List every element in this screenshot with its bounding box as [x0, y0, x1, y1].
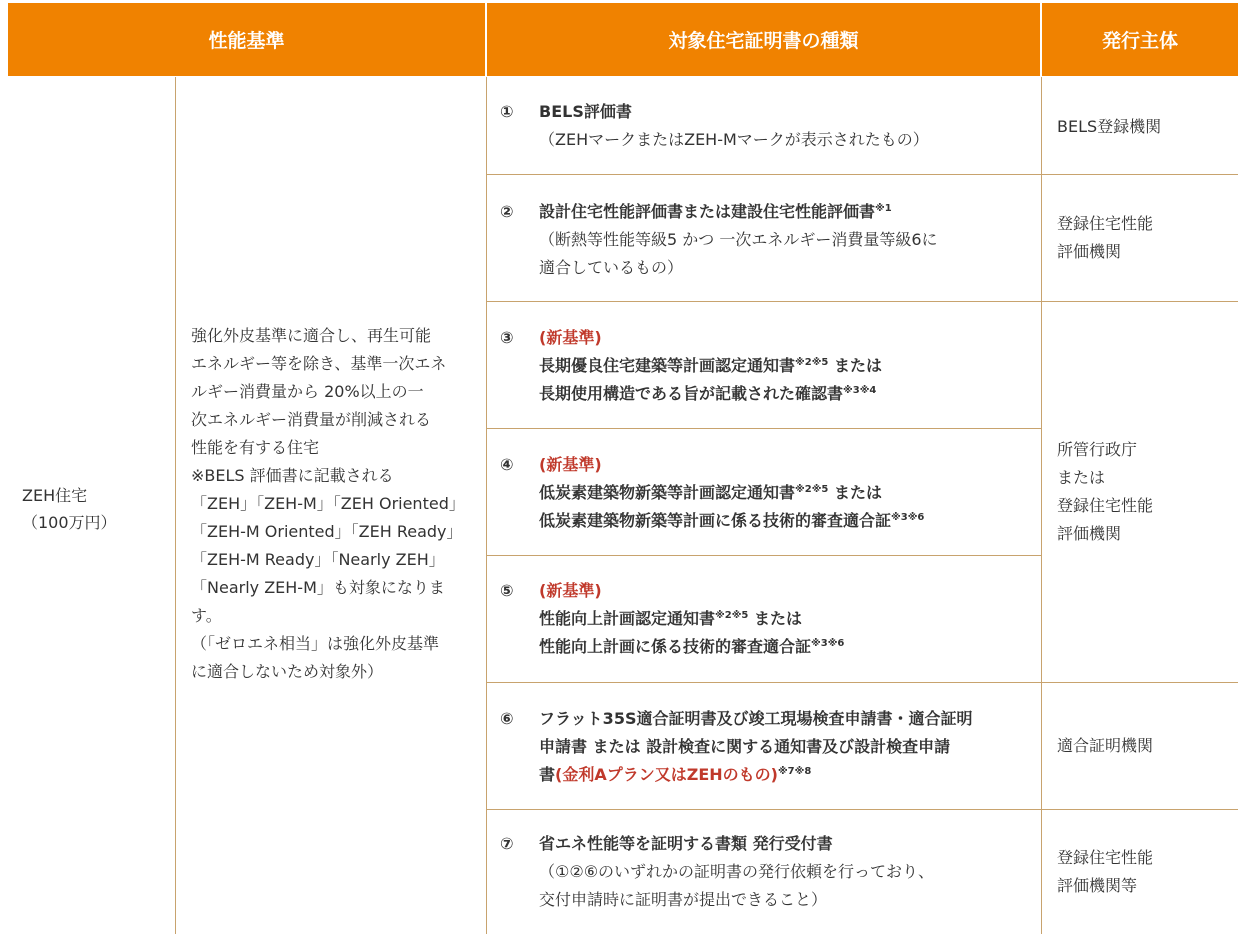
criteria-line: 「ZEH-M Ready」「Nearly ZEH」	[191, 550, 445, 569]
doc-title: 設計住宅性能評価書または建設住宅性能評価書	[539, 202, 876, 221]
doc-note: （ZEHマークまたはZEH-Mマークが表示されたもの）	[539, 130, 929, 149]
conjunction: または	[828, 356, 882, 375]
doc-title: 低炭素建築物新築等計画に係る技術的審査適合証	[539, 511, 892, 530]
doc-title: 性能向上計画に係る技術的審査適合証	[539, 637, 812, 656]
new-standard-tag: (新基準)	[539, 328, 602, 347]
footnote-mark: ※2※5	[715, 610, 749, 621]
criteria-line: 「Nearly ZEH-M」も対象になりま	[191, 578, 445, 597]
issuer-line: 所管行政庁	[1057, 440, 1138, 459]
doc-title: 長期使用構造である旨が記載された確認書	[539, 384, 844, 403]
criteria-line: 「ZEH」「ZEH-M」「ZEH Oriented」	[191, 494, 465, 513]
issuer-performance-eval	[1057, 210, 1153, 266]
criteria-line: 次エネルギー消費量が削減される	[191, 410, 432, 429]
category-label	[22, 482, 117, 536]
footnote-mark: ※3※6	[891, 512, 925, 523]
new-standard-tag: (新基準)	[539, 455, 602, 474]
doc-title: 省エネ性能等を証明する書類 発行受付書	[539, 834, 833, 853]
criteria-line: に適合しないため対象外）	[191, 662, 384, 681]
header-criteria: 性能基準	[8, 3, 485, 76]
doc-note: （①②⑥のいずれかの証明書の発行依頼を行っており、	[539, 862, 935, 881]
criteria-line: す。	[191, 606, 222, 625]
doc-note: （断熱等性能等級5 かつ 一次エネルギー消費量等級6に	[539, 230, 938, 249]
criteria-line: （「ゼロエネ相当」は強化外皮基準	[191, 634, 440, 653]
doc-title: 申請書 または 設計検査に関する通知書及び設計検査申請	[539, 737, 951, 756]
doc-title: BELS評価書	[539, 102, 632, 121]
header-document-types: 対象住宅証明書の種類	[487, 3, 1040, 76]
column-divider	[175, 77, 176, 934]
issuer-line: 評価機関	[1057, 242, 1122, 261]
doc-note: 交付申請時に証明書が提出できること）	[539, 890, 828, 909]
new-standard-tag: (新基準)	[539, 581, 602, 600]
doc-number: ②	[500, 202, 514, 221]
issuer-line: 登録住宅性能	[1057, 848, 1154, 867]
criteria-line: 強化外皮基準に適合し、再生可能	[191, 326, 432, 345]
issuer-line: 登録住宅性能	[1057, 496, 1154, 515]
issuer-line: 評価機関等	[1057, 876, 1138, 895]
criteria-line: 性能を有する住宅	[191, 438, 320, 457]
conjunction: または	[828, 483, 882, 502]
issuer-line: または	[1057, 468, 1106, 487]
row-divider	[487, 301, 1238, 302]
plan-condition: (金利Aプラン又はZEHのもの)	[555, 765, 778, 784]
category-amount: （100万円）	[22, 513, 117, 532]
row-divider	[487, 809, 1238, 810]
footnote-mark: ※3※6	[811, 638, 845, 649]
category-name: ZEH住宅	[22, 486, 88, 505]
doc-number: ④	[500, 455, 514, 474]
issuer-line: 評価機関	[1057, 524, 1122, 543]
criteria-description	[191, 322, 476, 686]
doc-number: ①	[500, 102, 514, 121]
footnote-mark: ※7※8	[777, 766, 812, 777]
issuer-line: 登録住宅性能	[1057, 214, 1154, 233]
footnote-mark: ※2※5	[795, 484, 829, 495]
doc-number: ③	[500, 328, 514, 347]
doc-title: 低炭素建築物新築等計画認定通知書	[539, 483, 796, 502]
doc-note: 適合しているもの）	[539, 258, 684, 277]
doc-title: 性能向上計画認定通知書	[539, 609, 716, 628]
doc-number: ⑦	[500, 834, 514, 853]
header-issuer: 発行主体	[1042, 3, 1238, 76]
footnote-mark: ※3※4	[843, 385, 877, 396]
doc-number: ⑤	[500, 581, 514, 600]
footnote-mark: ※1	[875, 203, 892, 214]
issuer-conformity: 適合証明機関	[1057, 736, 1154, 755]
issuer-performance-eval-etc	[1057, 844, 1153, 900]
row-divider	[487, 682, 1238, 683]
doc-title: 書	[539, 765, 556, 784]
conjunction: または	[748, 609, 802, 628]
criteria-line: ルギー消費量から 20%以上の一	[191, 382, 424, 401]
criteria-line: エネルギー等を除き、基準一次エネ	[191, 354, 447, 373]
column-divider	[486, 77, 487, 934]
row-divider	[487, 555, 1041, 556]
doc-number: ⑥	[500, 709, 514, 728]
issuer-bels: BELS登録機関	[1057, 117, 1162, 136]
criteria-line: ※BELS 評価書に記載される	[191, 466, 394, 485]
doc-title: 長期優良住宅建築等計画認定通知書	[539, 356, 796, 375]
column-divider	[1041, 77, 1042, 934]
doc-title: フラット35S適合証明書及び竣工現場検査申請書・適合証明	[539, 709, 973, 728]
row-divider	[487, 428, 1041, 429]
criteria-line: 「ZEH-M Oriented」「ZEH Ready」	[191, 522, 463, 541]
footnote-mark: ※2※5	[795, 357, 829, 368]
issuer-administrative	[1057, 436, 1153, 548]
row-divider	[487, 174, 1238, 175]
